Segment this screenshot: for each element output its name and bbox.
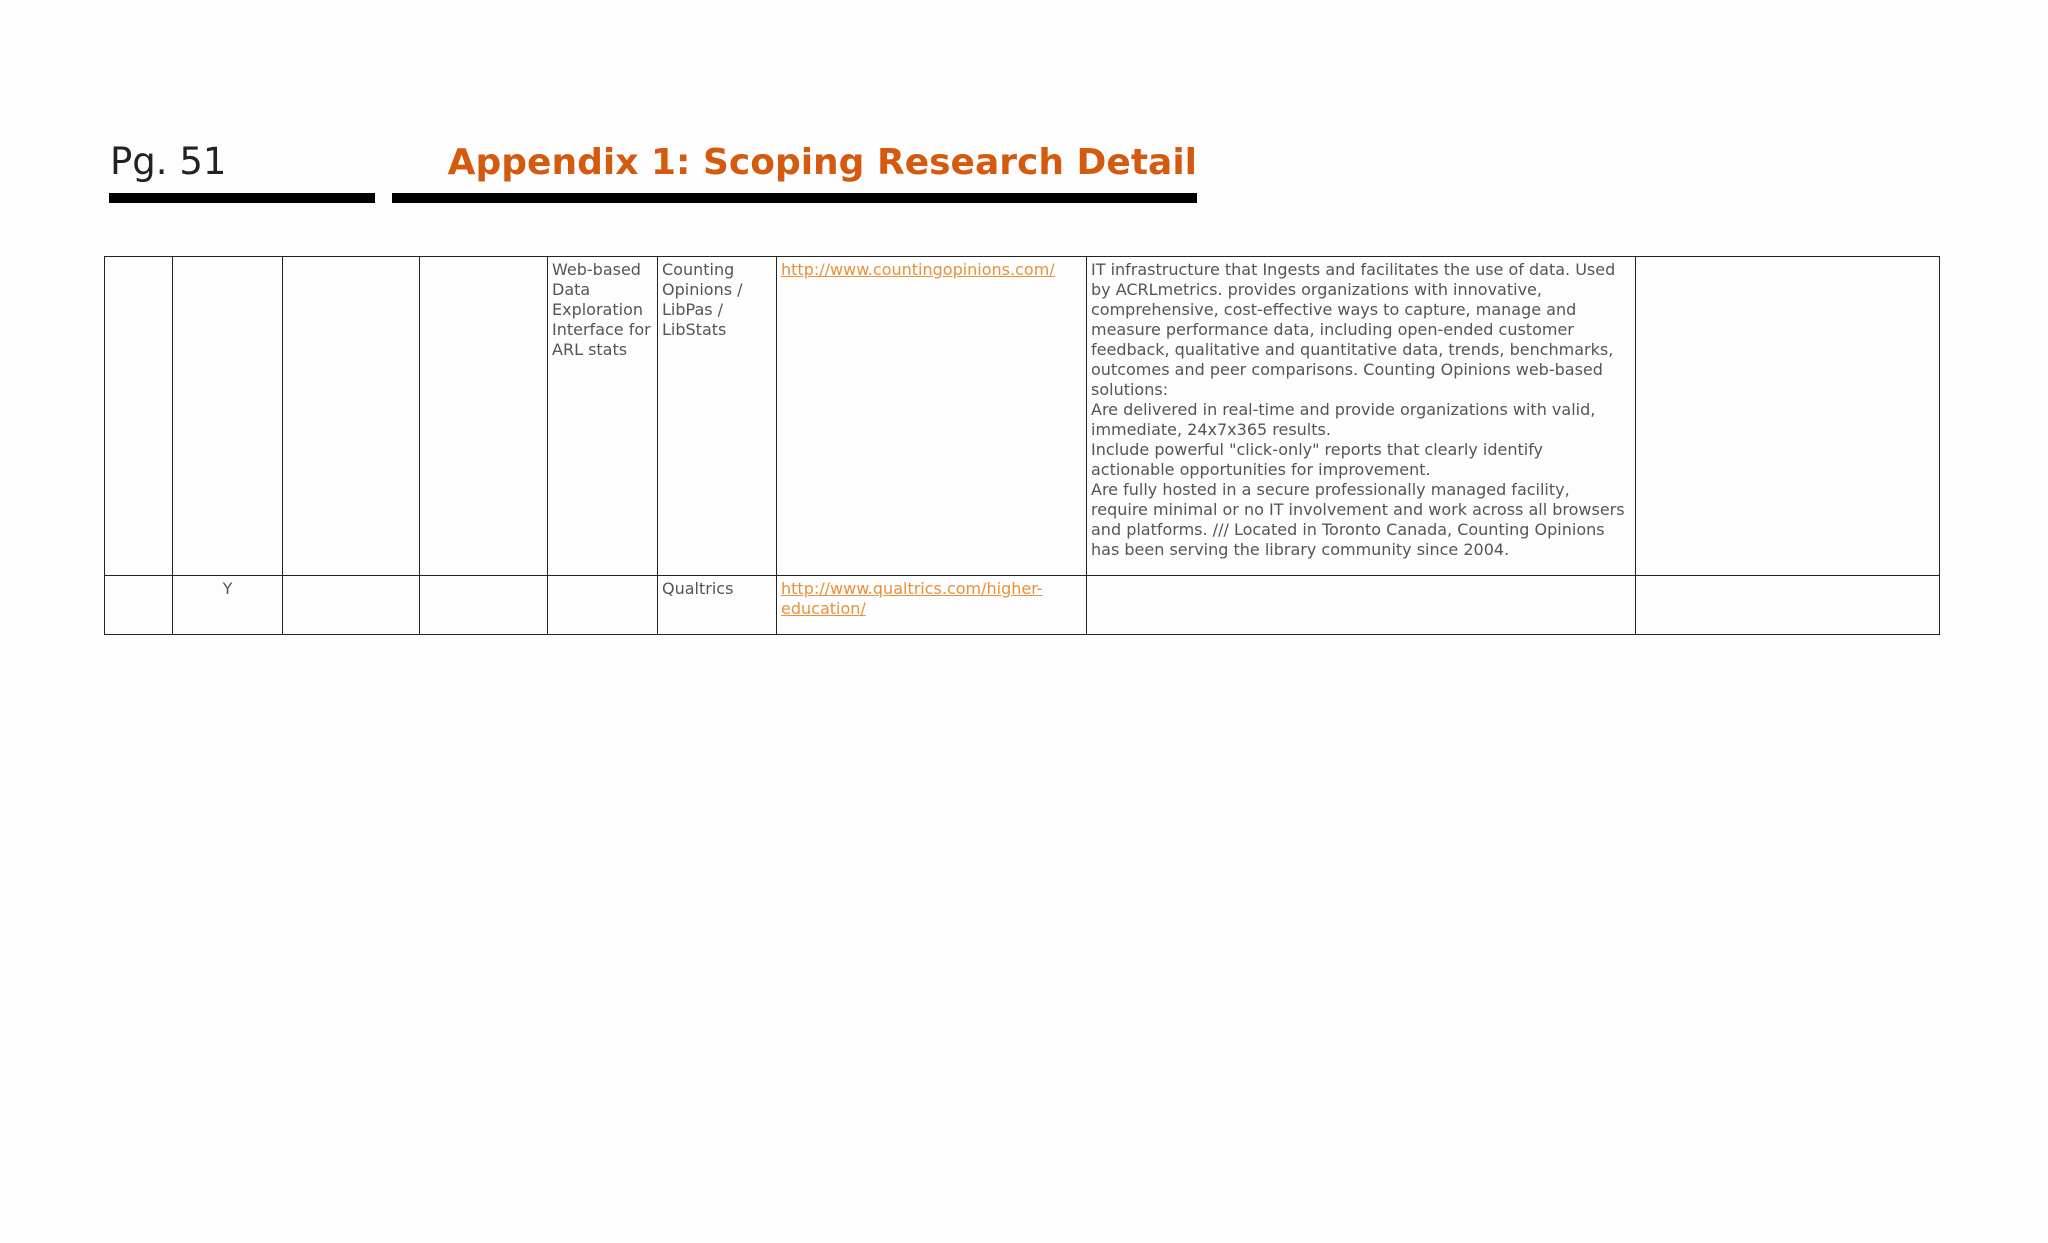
table-cell — [105, 576, 173, 635]
table-cell — [420, 257, 548, 576]
page-title: Appendix 1: Scoping Research Detail — [447, 142, 1197, 183]
table-row — [105, 576, 1940, 635]
table-cell — [173, 257, 283, 576]
table-cell — [105, 257, 173, 576]
notes-cell — [1636, 576, 1940, 635]
resource-description-cell — [1087, 576, 1636, 635]
research-table — [104, 256, 1940, 635]
page-number-rule — [109, 193, 375, 203]
description-paragraph: Include powerful "click-only" reports that clearly identify actionable opportunities for improvement. — [1091, 440, 1544, 479]
page-title-rule — [392, 193, 1197, 203]
notes-cell — [1636, 257, 1940, 576]
resource-type-cell — [548, 576, 658, 635]
resource-url-cell — [777, 257, 1087, 576]
description-paragraph: IT infrastructure that Ingests and facilitates the use of data. Used by ACRLmetrics. provides organizations with innovative, comprehensive, cost-effective ways to capture, manage and measure performance data, including open-ended customer feedback, qualitative and quantitative data, trends, benchmarks, outcomes and peer comparisons. Counting Opinions web-based solutions: — [1091, 260, 1616, 399]
resource-url-link[interactable]: http://www.countingopinions.com/ — [781, 260, 1055, 279]
table-cell — [420, 576, 548, 635]
resource-name-cell: Counting Opinions / LibPas / LibStats — [658, 257, 777, 576]
resource-type-cell: Web-based Data Exploration Interface for ARL stats — [548, 257, 658, 576]
resource-description-cell — [1087, 257, 1636, 576]
description-paragraph: Are delivered in real-time and provide organizations with valid, immediate, 24x7x365 results. — [1091, 400, 1596, 439]
resource-url-link[interactable]: http://www.qualtrics.com/higher-education/ — [781, 579, 1043, 618]
table-row — [105, 257, 1940, 576]
resource-name-cell: Qualtrics — [658, 576, 777, 635]
table-cell: Y — [173, 576, 283, 635]
page-number: Pg. 51 — [110, 140, 227, 183]
table-cell — [283, 257, 420, 576]
description-paragraph: Are fully hosted in a secure professionally managed facility, require minimal or no IT involvement and work across all browsers and platforms. /// Located in Toronto Canada, Counting Opinions has been serving the library community since 2004. — [1091, 480, 1625, 559]
table-cell — [283, 576, 420, 635]
resource-url-cell — [777, 576, 1087, 635]
